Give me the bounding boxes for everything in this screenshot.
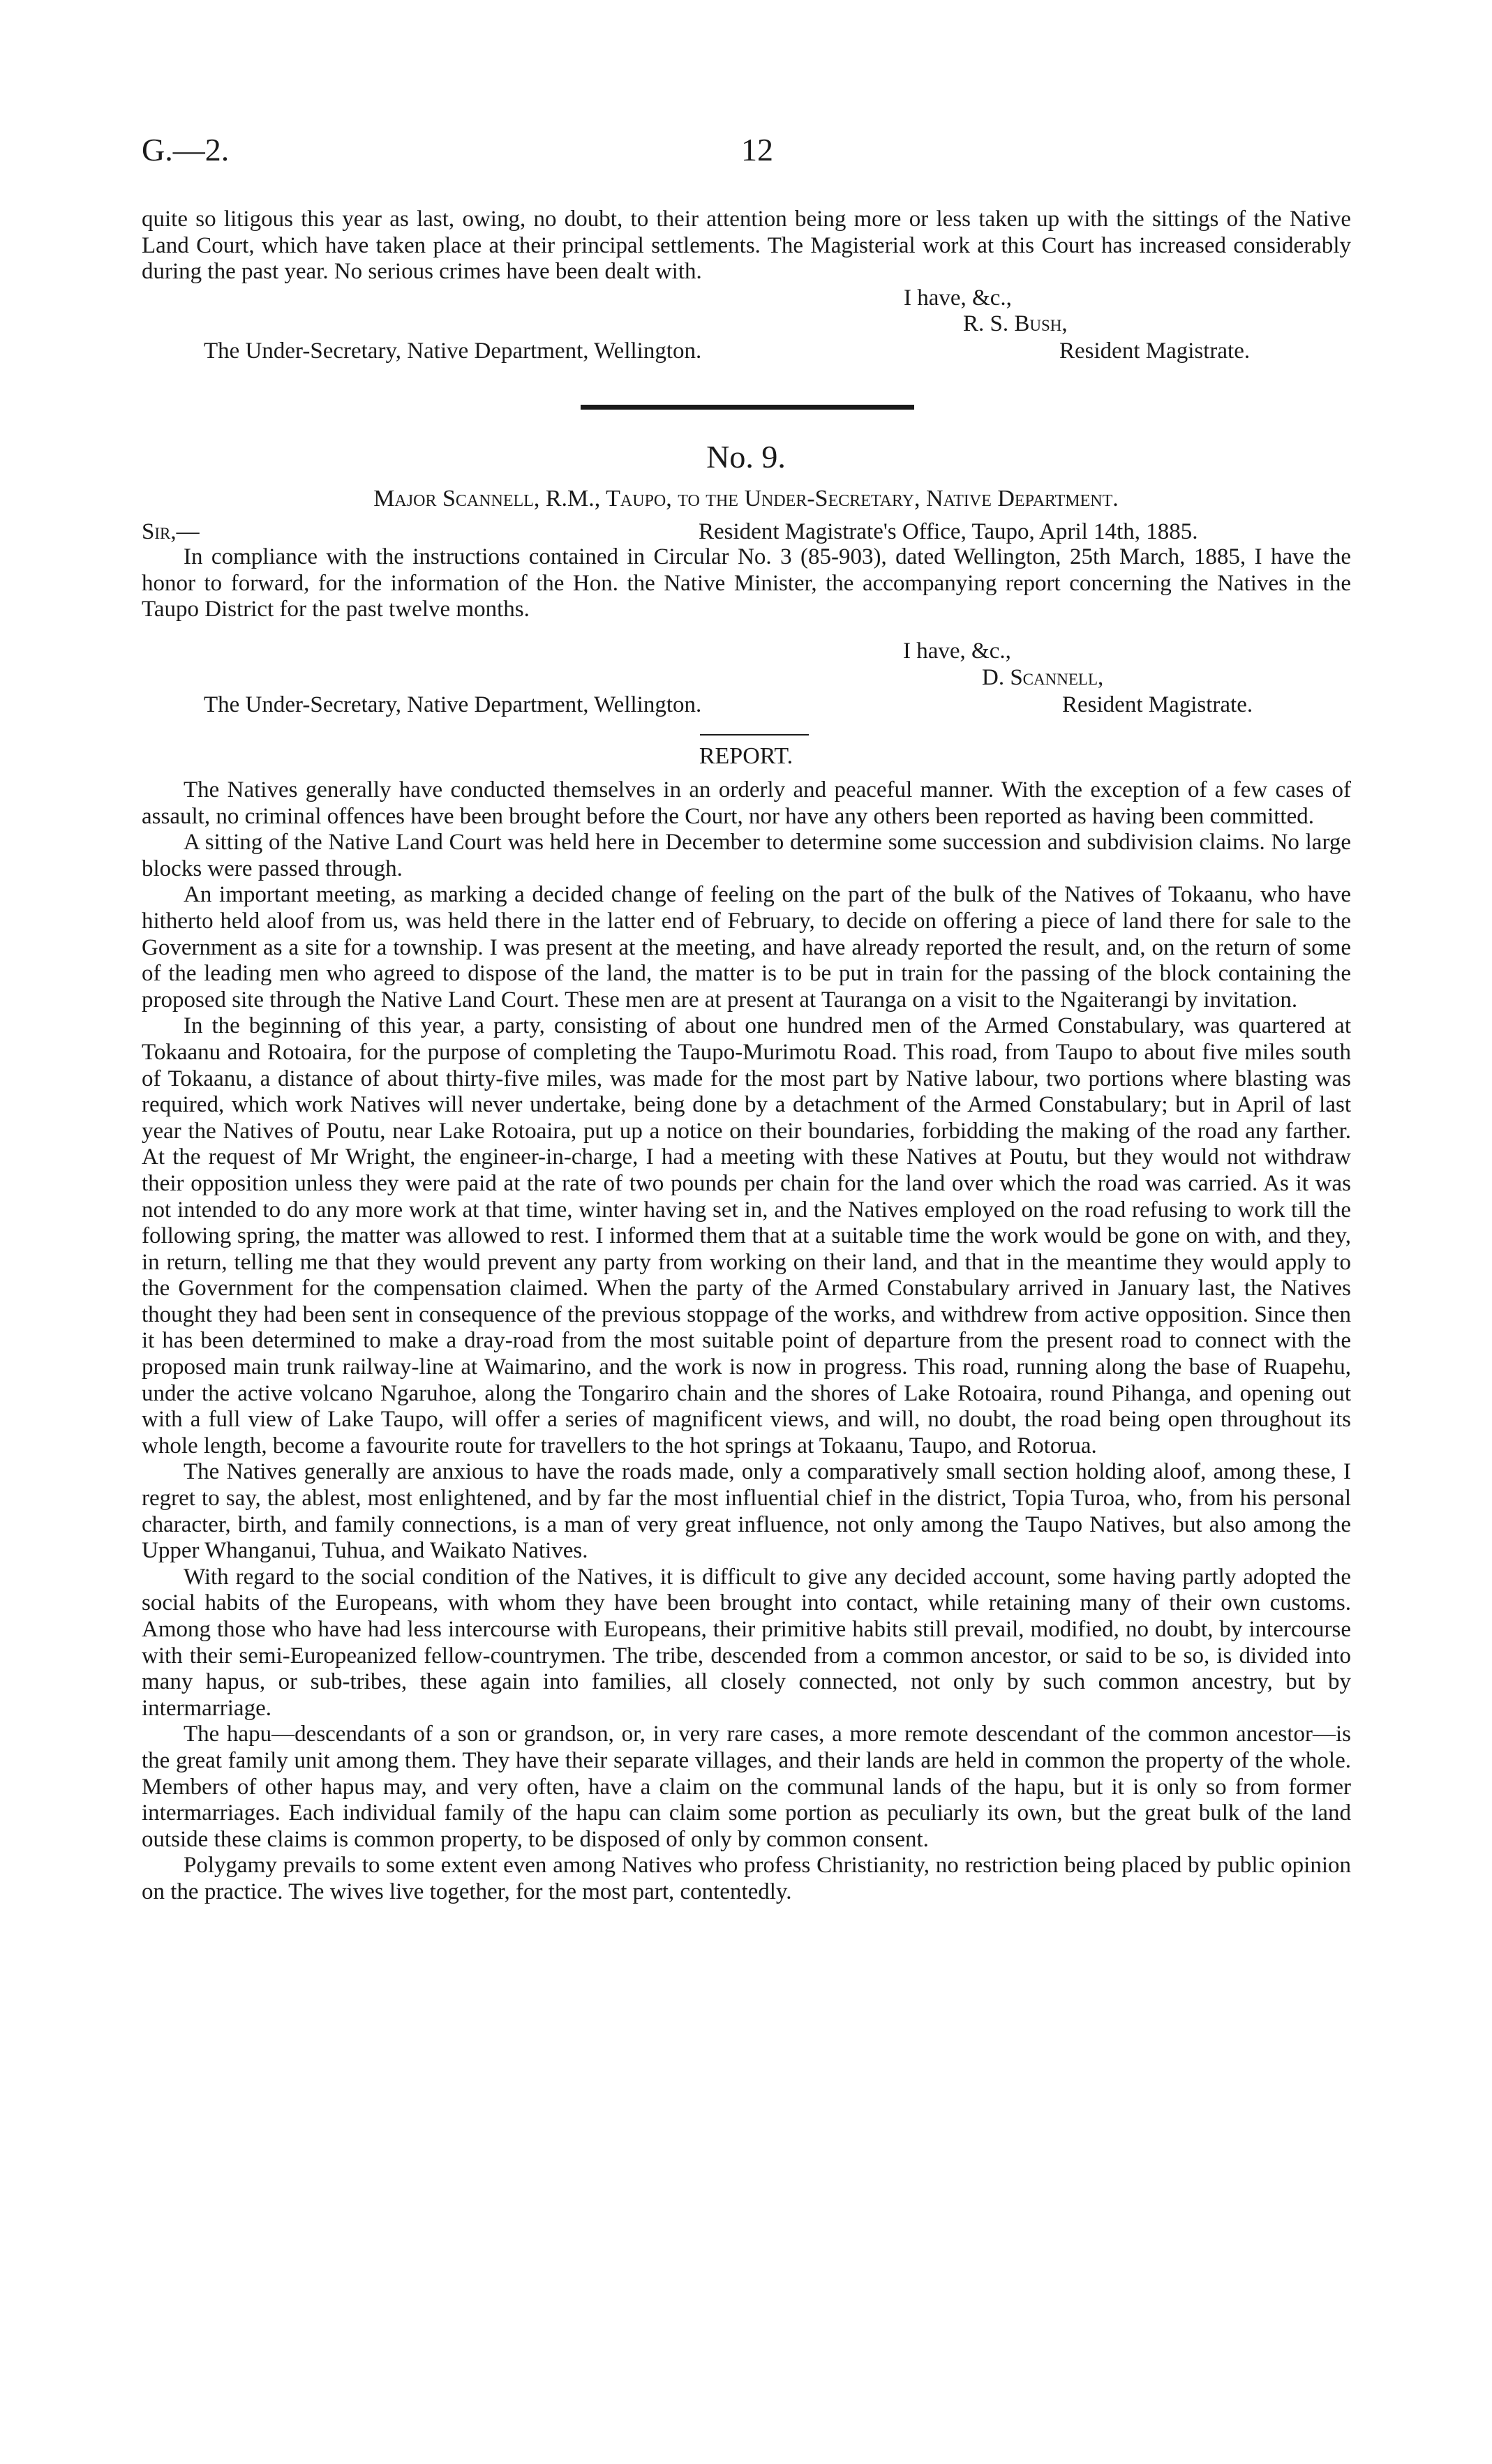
letter-signatory: D. Scannell,	[982, 665, 1104, 690]
letter-addressee: The Under-Secretary, Native Department, Wellington.	[204, 692, 702, 717]
letter-number: No. 9.	[706, 439, 786, 475]
letter-body-block	[142, 544, 1351, 623]
report-paragraph: The hapu—descendants of a son or grandson, or, in very rare cases, a more remote descendant of the common ancestor—is the great family unit among them. They have their separate villages, and their lands are held in common the property of the whole. Members of other hapus may, and very often, have a claim on the communal lands of the hapu, but it is only so from former intermarriages. Each individual family of the hapu can claim some portion as peculiarly its own, but the great bulk of the land outside these claims is common property, to be disposed of only by common consent.	[142, 1722, 1351, 1852]
letter-salutation: Sir,—	[142, 519, 200, 544]
letter-title: Resident Magistrate.	[1062, 692, 1253, 717]
previous-letter-signatory: R. S. Bush,	[963, 311, 1068, 336]
report-body	[142, 777, 1351, 1906]
letter-heading: Major Scannell, R.M., Taupo, to the Under-Secretary, Native Department.	[373, 486, 1119, 512]
report-paragraph: With regard to the social condition of the Natives, it is difficult to give any decided account, some having partly adopted the social habits of the Europeans, with whom they have been brought into contact, while retaining many of their own customs. Among those who have had less intercourse with Europeans, their primitive habits still prevail, modified, no doubt, by intercourse with their semi-Europeanized fellow-countrymen. The tribe, descended from a common ancestor, or said to be so, is divided into many hapus, or sub-tribes, these again into families, all closely connected, not only by such common ancestry, but by intermarriage.	[142, 1564, 1351, 1721]
document-reference: G.—2.	[142, 132, 230, 167]
report-paragraph: The Natives generally have conducted themselves in an orderly and peaceful manner. With the exception of a few cases of assault, no criminal offences have been brought before the Court, nor have any others been reported as having been committed.	[142, 777, 1351, 829]
letter-dateline: Resident Magistrate's Office, Taupo, April 14th, 1885.	[699, 519, 1198, 544]
letter-closing: I have, &c.,	[903, 639, 1011, 664]
previous-letter-paragraph: quite so litigous this year as last, owing, no doubt, to their attention being more or less taken up with the sittings of the Native Land Court, which have taken place at their principal settlements. The Magisterial work at this Court has increased considerably during the past year. No serious crimes have been dealt with.	[142, 207, 1351, 285]
report-paragraph: The Natives generally are anxious to have the roads made, only a comparatively small section holding aloof, among these, I regret to say, the ablest, most enlightened, and by far the most influential chief in the district, Topia Turoa, who, from his personal character, birth, and family connections, is a man of very great influence, not only among the Taupo Natives, but also among the Upper Whanganui, Tuhua, and Waikato Natives.	[142, 1459, 1351, 1564]
previous-letter-closing: I have, &c.,	[904, 285, 1012, 311]
report-paragraph: Polygamy prevails to some extent even among Natives who profess Christianity, no restriction being placed by public opinion on the practice. The wives live together, for the most part, contentedly.	[142, 1853, 1351, 1904]
previous-letter-title: Resident Magistrate.	[1059, 338, 1251, 364]
previous-letter-text	[142, 207, 1351, 285]
report-paragraph: In the beginning of this year, a party, consisting of about one hundred men of the Armed Constabulary, was quartered at Tokaanu and Rotoaira, for the purpose of completing the Taupo-Murimotu Road. This road, from Taupo to about five miles south of Tokaanu, a distance of about thirty-five miles, was made for the most part by Native labour, two portions where blasting was required, which work Natives will never undertake, being done by a detachment of the Armed Constabulary; but in April of last year the Natives of Poutu, near Lake Rotoaira, put up a notice on their boundaries, forbidding the making of the road any farther. At the request of Mr Wright, the engineer-in-charge, I had a meeting with these Natives at Poutu, but they would not withdraw their opposition unless they were paid at the rate of two pounds per chain for the land over which the road was carried. As it was not intended to do any more work at that time, winter having set in, and the Natives employed on the road refusing to work till the following spring, the matter was allowed to rest. I informed them that at a suitable time the work would be gone on with, and they, in return, telling me that they would prevent any party from working on their land, and that in the meantime they would apply to the Government for the compensation claimed. When the party of the Armed Constabulary arrived in January last, the Natives thought they had been sent in consequence of the previous stoppage of the works, and withdrew from active opposition. Since then it has been determined to make a dray-road from the most suitable point of departure from the present road to connect with the proposed main trunk railway-line at Waimarino, and the work is now in progress. This road, running along the base of Ruapehu, under the active volcano Ngaruhoe, along the Tongariro chain and the shores of Lake Rotoaira, round Pihanga, and opening out with a full view of Lake Taupo, will offer a series of magnificent views, and will, no doubt, the road being open throughout its whole length, become a favourite route for travellers to the hot springs at Tokaanu, Taupo, and Rotorua.	[142, 1013, 1351, 1458]
previous-letter-addressee: The Under-Secretary, Native Department, Wellington.	[204, 338, 702, 364]
report-paragraph: A sitting of the Native Land Court was held here in December to determine some succession and subdivision claims. No large blocks were passed through.	[142, 830, 1351, 881]
page-number: 12	[741, 132, 773, 167]
report-paragraph: An important meeting, as marking a decided change of feeling on the part of the bulk of the Natives of Tokaanu, who have hitherto held aloof from us, was held there in the latter end of February, to decide on offering a piece of land there for sale to the Government as a site for a township. I was present at the meeting, and have already reported the result, and, on the return of some of the leading men who agreed to dispose of the land, the matter is to be put in train for the passing of the block containing the proposed site through the Native Land Court. These men are at present at Tauranga on a visit to the Ngaiterangi by invitation.	[142, 882, 1351, 1013]
letter-body: In compliance with the instructions contained in Circular No. 3 (85-903), dated Wellington, 25th March, 1885, I have the honor to forward, for the information of the Hon. the Native Minister, the accompanying report concerning the Natives in the Taupo District for the past twelve months.	[142, 544, 1351, 622]
report-heading: REPORT.	[699, 743, 793, 769]
report-divider	[700, 734, 809, 736]
section-divider	[581, 405, 914, 410]
